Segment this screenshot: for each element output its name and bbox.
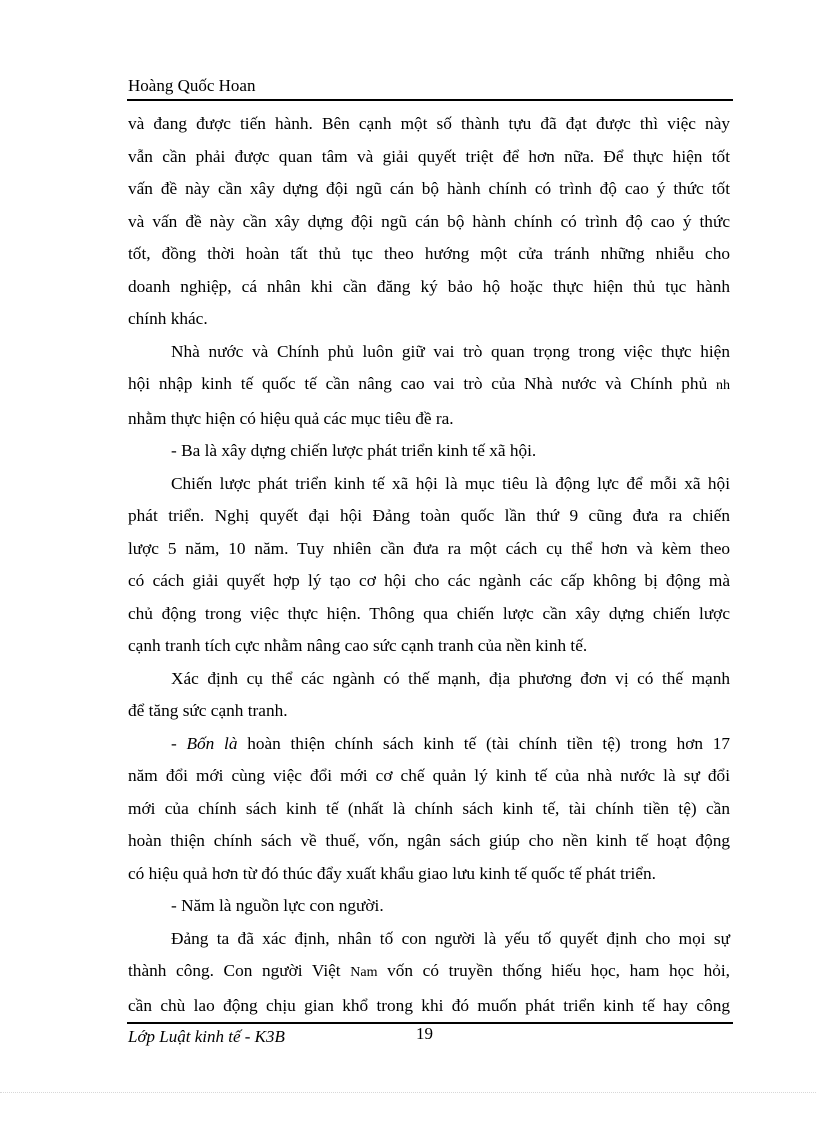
body-line: và đang được tiến hành. Bên cạnh một số thành tựu đã đạt được thì việc này [128, 114, 730, 133]
body-line-text: thành công. Con người Việt [128, 961, 351, 980]
body-line: lược 5 năm, 10 năm. Tuy nhiên cần đưa ra một cách cụ thể hơn và kèm theo [128, 538, 730, 558]
body-line: phát triển. Nghị quyết đại hội Đảng toàn quốc lần thứ 9 cũng đưa ra chiến [128, 506, 730, 525]
body-line [128, 728, 730, 761]
body-line: Nhà nước và Chính phủ luôn giữ vai trò quan trọng trong việc thực hiện [171, 341, 730, 361]
header-rule [127, 99, 733, 101]
body-line: có cách giải quyết hợp lý tạo cơ hội cho các ngành các cấp không bị động mà [128, 571, 730, 590]
stray-fragment: Nam [350, 965, 378, 980]
body-line-text: hoàn thiện chính sách kinh tế (tài chính tiền tệ) trong hơn 17 [237, 733, 730, 753]
body-line: vẫn cần phải được quan tâm và giải quyết triệt để hơn nữa. Để thực hiện tốt [128, 146, 730, 166]
body-line-text: vốn có truyền thống hiếu học, ham học hỏi, [377, 961, 730, 980]
body-line: vấn đề này cần xây dựng đội ngũ cán bộ hành chính có trình độ cao ý thức tốt [128, 179, 730, 198]
body-line: Đảng ta đã xác định, nhân tố con người là yếu tố quyết định cho mọi sự [171, 928, 730, 948]
body-line: mới của chính sách kinh tế (nhất là chính sách kinh tế, tài chính tiền tệ) cần [128, 798, 730, 818]
body-line: chính khác. [128, 309, 208, 328]
body-line: cạnh tranh tích cực nhằm nâng cao sức cạnh tranh của nền kinh tế. [128, 636, 588, 655]
body-line: cần chù lao động chịu gian khổ trong khi đó muốn phát triển kinh tế hay công [128, 995, 730, 1015]
page-body [128, 108, 730, 1022]
stray-fragment: nh [716, 378, 730, 393]
body-line: năm đổi mới cùng việc đổi mới cơ chế quản lý kinh tế của nhà nước là sự đổi [128, 766, 730, 785]
footer-class-name: Lớp Luật kinh tế - K3B [128, 1027, 285, 1046]
body-line: Chiến lược phát triển kinh tế xã hội là mục tiêu là động lực để mỗi xã hội [171, 473, 730, 493]
dotted-separator [0, 1092, 816, 1093]
body-line-text: hội nhập kinh tế quốc tế cần nâng cao vai trò của Nhà nước và Chính phủ [128, 374, 708, 393]
body-line: tốt, đồng thời hoàn tất thủ tục theo hướng một cửa tránh những nhiễu cho [128, 244, 730, 263]
dash: - [171, 733, 187, 753]
body-line: chủ động trong việc thực hiện. Thông qua chiến lược cần xây dựng chiến lược [128, 603, 730, 623]
body-line [128, 368, 730, 403]
body-line: doanh nghiệp, cá nhân khi cần đăng ký bảo hộ hoặc thực hiện thủ tục hành [128, 276, 730, 296]
body-line: và vấn đề này cần xây dựng đội ngũ cán bộ hành chính có trình độ cao ý thức [128, 211, 730, 231]
body-line: hoàn thiện chính sách về thuế, vốn, ngân sách giúp cho nền kinh tế hoạt động [128, 831, 730, 850]
page-header-author: Hoàng Quốc Hoan [128, 76, 256, 95]
italic-term: Bốn là [186, 733, 238, 753]
body-line: - Ba là xây dựng chiến lược phát triển kinh tế xã hội. [171, 441, 537, 460]
body-line [128, 955, 730, 990]
body-line: để tăng sức cạnh tranh. [128, 701, 288, 720]
body-line: - Năm là nguồn lực con người. [171, 896, 384, 915]
body-line: nhằm thực hiện có hiệu quả các mục tiêu đề ra. [128, 408, 454, 428]
page-number: 19 [416, 1024, 433, 1043]
body-line: có hiệu quả hơn từ đó thúc đẩy xuất khẩu giao lưu kinh tế quốc tế phát triển. [128, 863, 656, 883]
body-line: Xác định cụ thể các ngành có thế mạnh, địa phương đơn vị có thế mạnh [171, 668, 730, 688]
